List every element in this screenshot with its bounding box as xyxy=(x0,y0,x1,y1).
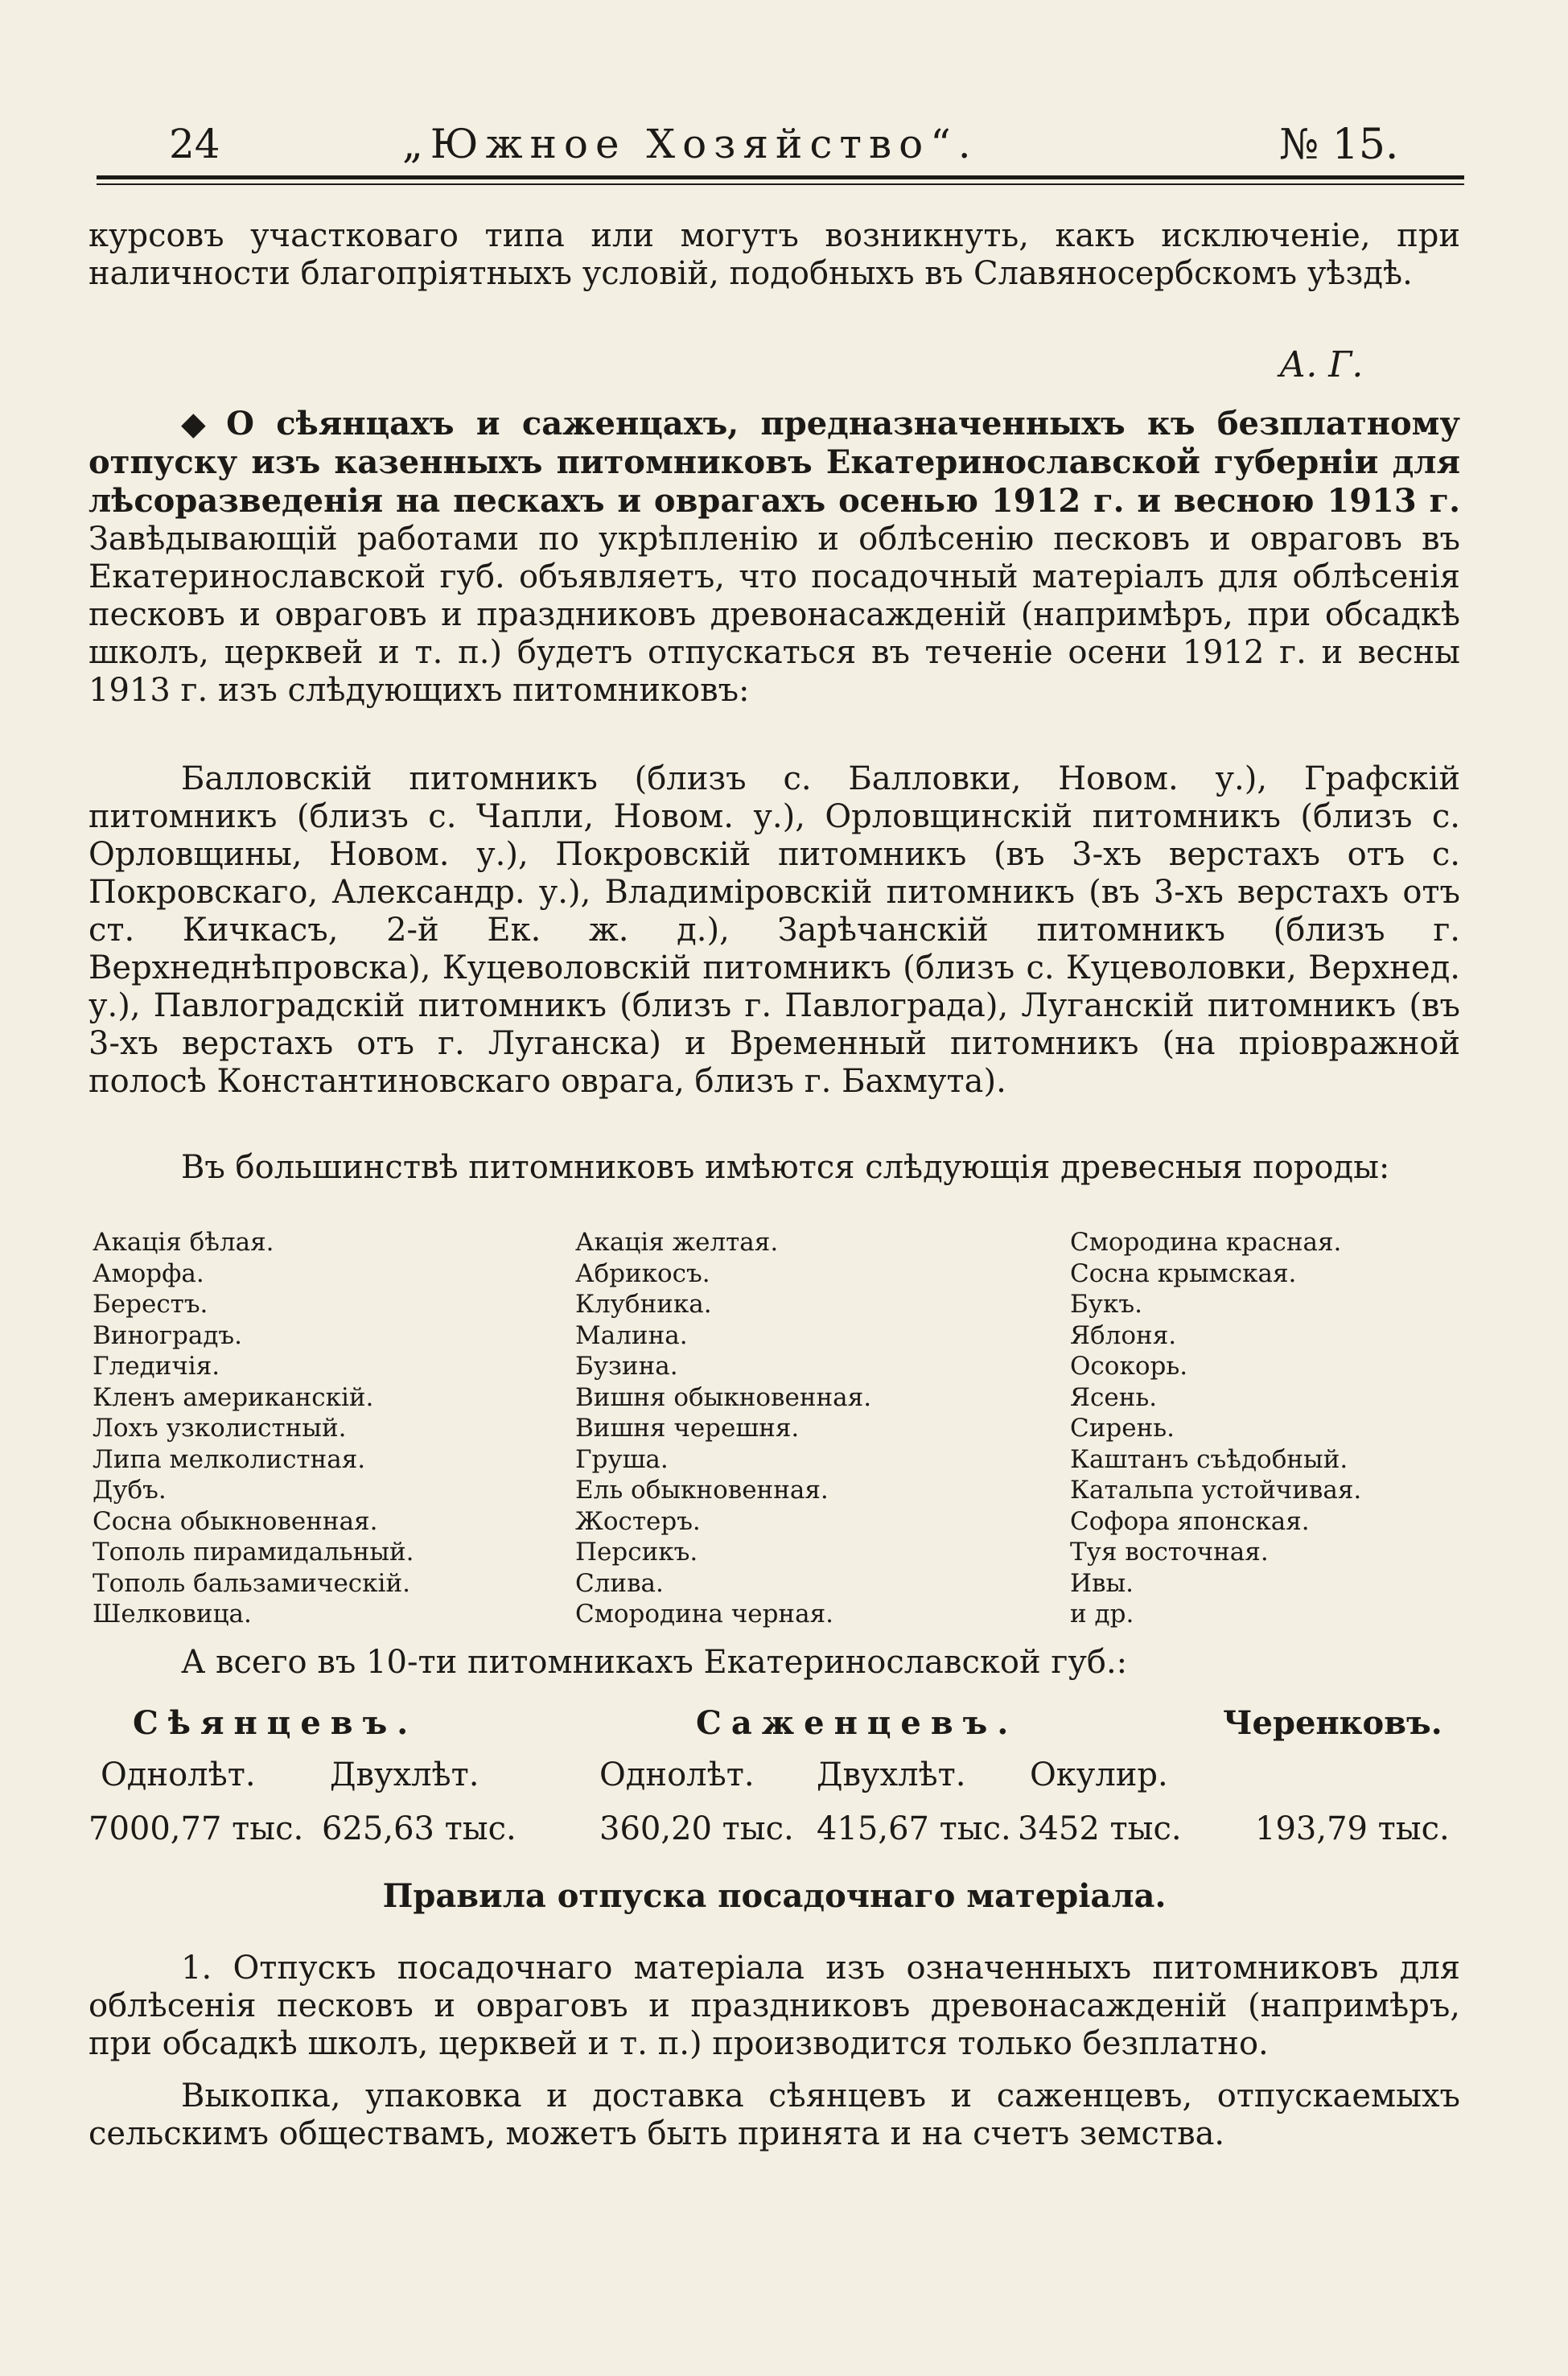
sub-one-year-seedlings: Однолѣт. xyxy=(101,1756,256,1793)
species-item: Тополь бальзамическій. xyxy=(93,1568,410,1598)
totals-intro: А всего въ 10-ти питомникахъ Екатеринославской губ.: xyxy=(181,1644,1128,1681)
article-bullet-icon: ◆ xyxy=(181,405,217,443)
species-item: Каштанъ съѣдобный. xyxy=(1070,1444,1348,1474)
value-seedlings-two-year: 625,63 тыс. xyxy=(322,1810,516,1847)
species-column-3 xyxy=(1070,1227,1361,1630)
species-item: Шелковица. xyxy=(93,1600,252,1629)
species-item: Вишня черешня. xyxy=(575,1414,800,1443)
species-item: Слива. xyxy=(575,1568,664,1598)
species-item: Ясень. xyxy=(1070,1382,1158,1412)
species-item: Жостеръ. xyxy=(575,1506,701,1536)
species-item: Липа мелколистная. xyxy=(93,1444,366,1474)
species-item: и др. xyxy=(1070,1600,1134,1629)
species-item: Берестъ. xyxy=(93,1290,208,1319)
species-item: Ель обыкновенная. xyxy=(575,1476,829,1505)
nurseries-paragraph: Балловскій питомникъ (близъ с. Балловки, Новом. у.), Графскій питомникъ (близъ с. Чапли, Новом. у.), Орловщинскій питомникъ (близъ с. Орловщины, Новом. у.), Покровскій питомникъ (въ 3-хъ верстахъ отъ с. Покровскаго, Александр. у.), Владиміровскій питомникъ (въ 3-хъ верстахъ отъ ст. Кичкасъ, 2-й Ек. ж. д.), Зарѣчанскій питомникъ (близъ г. Верхнеднѣпровска), Куцеволовскій питомникъ (близъ с. Куцеволовки, Верхнед. у.), Павлоградскій питомникъ (близъ г. Павлограда), Луганскій питомникъ (въ 3-хъ верстахъ отъ г. Луганска) и Временный питомникъ (на пріовражной полосѣ Константиновскаго оврага, близъ г. Бахмута). xyxy=(88,760,1460,1100)
value-grafted: 3452 тыс. xyxy=(1018,1810,1182,1847)
species-item: Акація желтая. xyxy=(575,1228,779,1257)
species-item: Виноградъ. xyxy=(93,1320,242,1350)
species-item: Сосна обыкновенная. xyxy=(93,1506,378,1536)
species-item: Аморфа. xyxy=(93,1258,204,1288)
article-lead-text: Завѣдывающій работами по укрѣпленію и облѣсенію песковъ и овраговъ въ Екатеринославской губ. объявляетъ, что посадочный матеріалъ для облѣсенія песковъ и овраговъ и праздниковъ древонасажденій (напримѣръ, при обсадкѣ школъ, церквей и т. п.) будетъ отпускаться въ теченіе осени 1912 г. и весны 1913 г. изъ слѣдующихъ питомниковъ: xyxy=(88,521,1460,709)
heading-saplings: Саженцевъ. xyxy=(696,1704,1019,1742)
value-saplings-two-year: 415,67 тыс. xyxy=(817,1810,1011,1847)
species-item: Груша. xyxy=(575,1444,669,1474)
value-saplings-one-year: 360,20 тыс. xyxy=(599,1810,794,1847)
species-item: Малина. xyxy=(575,1320,688,1350)
rules-block xyxy=(88,1950,1460,2153)
species-item: Вишня обыкновенная. xyxy=(575,1382,872,1412)
species-item: Тополь пирамидальный. xyxy=(93,1538,414,1567)
species-item: Акація бѣлая. xyxy=(93,1228,274,1257)
species-item: Кленъ американскій. xyxy=(93,1382,374,1412)
article-lead-paragraph xyxy=(88,405,1460,710)
journal-title: „Южное Хозяйство“. xyxy=(402,121,978,167)
species-item: Абрикосъ. xyxy=(575,1258,710,1288)
sub-grafted: Окулир. xyxy=(1030,1756,1168,1793)
totals-values xyxy=(88,1810,1460,1855)
species-intro-block xyxy=(88,1149,1460,1187)
species-item: Сосна крымская. xyxy=(1070,1258,1297,1288)
species-column-1 xyxy=(93,1227,414,1630)
page-number: 24 xyxy=(169,121,220,167)
article-block xyxy=(88,405,1460,710)
value-seedlings-one-year: 7000,77 тыс. xyxy=(88,1810,304,1847)
species-item: Гледичія. xyxy=(93,1352,220,1381)
rule-1-continuation: Выкопка, упаковка и доставка сѣянцевъ и саженцевъ, отпускаемыхъ сельскимъ обществамъ, можетъ быть принята и на счетъ земства. xyxy=(88,2077,1460,2152)
species-item: Лохъ узколистный. xyxy=(93,1414,347,1443)
species-intro: Въ большинствѣ питомниковъ имѣются слѣдующія древесныя породы: xyxy=(181,1149,1390,1186)
species-item: Софора японская. xyxy=(1070,1506,1310,1536)
species-item: Яблоня. xyxy=(1070,1320,1177,1350)
heading-cuttings: Черенковъ. xyxy=(1223,1704,1442,1742)
species-column-2 xyxy=(575,1227,871,1630)
header-rule-thin xyxy=(97,183,1464,185)
sub-one-year-saplings: Однолѣт. xyxy=(599,1756,755,1793)
species-item: Смородина черная. xyxy=(575,1600,833,1629)
rules-heading: Правила отпуска посадочнаго матеріала. xyxy=(382,1877,1167,1915)
species-item: Бузина. xyxy=(575,1352,678,1381)
sub-two-year-seedlings: Двухлѣт. xyxy=(330,1756,479,1793)
issue-number: № 15. xyxy=(1279,121,1399,169)
species-item: Персикъ. xyxy=(575,1538,698,1567)
heading-seedlings: Сѣянцевъ. xyxy=(133,1704,418,1742)
species-item: Клубника. xyxy=(575,1290,712,1319)
header-rule-thick xyxy=(97,175,1464,179)
species-item: Туя восточная. xyxy=(1070,1538,1269,1567)
value-cuttings: 193,79 тыс. xyxy=(1255,1810,1450,1847)
species-item: Сирень. xyxy=(1070,1414,1175,1443)
intro-paragraph: курсовъ участковаго типа или могутъ возникнуть, какъ исключеніе, при наличности благопріятныхъ условій, подобныхъ въ Славяносербскомъ уѣздѣ. xyxy=(88,217,1460,292)
totals-table xyxy=(88,1704,1460,1855)
species-item: Дубъ. xyxy=(93,1476,167,1505)
sub-two-year-saplings: Двухлѣт. xyxy=(817,1756,966,1793)
species-item: Осокорь. xyxy=(1070,1352,1188,1381)
species-item: Букъ. xyxy=(1070,1290,1142,1319)
page-header xyxy=(97,121,1464,177)
species-item: Смородина красная. xyxy=(1070,1228,1342,1257)
rule-1: 1. Отпускъ посадочнаго матеріала изъ означенныхъ питомниковъ для облѣсенія песковъ и овраговъ и праздниковъ древонасажденій (напримѣръ, при обсадкѣ школъ, церквей и т. п.) производится только безплатно. xyxy=(88,1950,1460,2062)
signature: А. Г. xyxy=(1279,344,1364,385)
nurseries-paragraph-block xyxy=(88,760,1460,1101)
totals-subheadings xyxy=(88,1756,1460,1801)
species-item: Катальпа устойчивая. xyxy=(1070,1476,1362,1505)
totals-headings xyxy=(88,1704,1460,1744)
species-item: Ивы. xyxy=(1070,1568,1134,1598)
totals-intro-block xyxy=(88,1644,1460,1682)
article-title: О сѣянцахъ и саженцахъ, предназначенныхъ къ безплатному отпуску изъ казенныхъ питомниковъ Екатеринославской губерніи для лѣсоразведенія на пескахъ и оврагахъ осенью 1912 г. и весною 1913 г. xyxy=(88,405,1460,520)
